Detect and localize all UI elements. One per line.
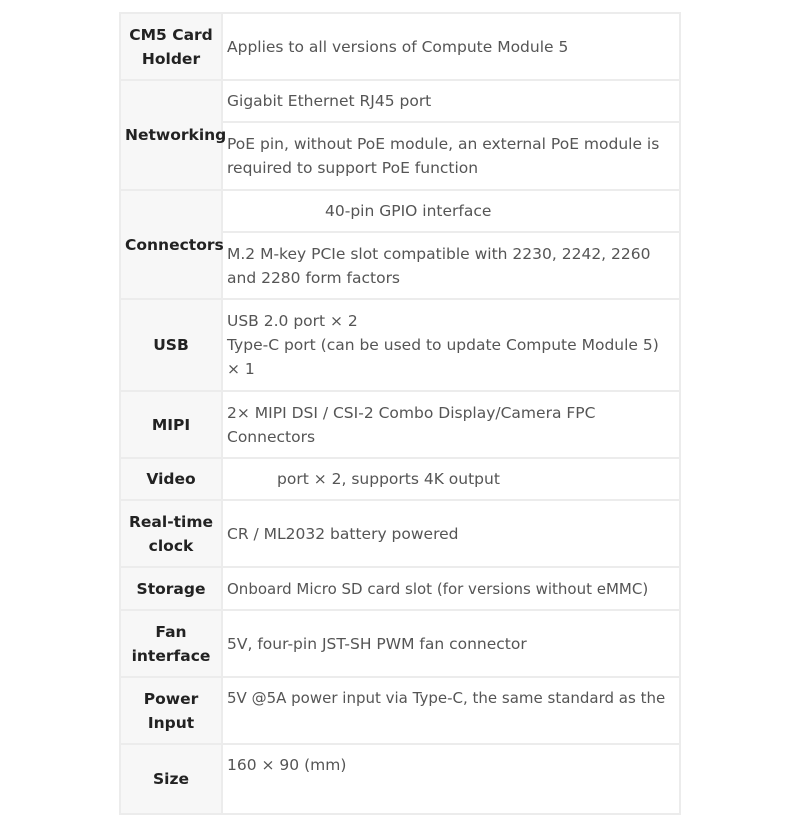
usb-line: USB 2.0 port × 2 xyxy=(227,312,358,330)
table-row xyxy=(120,567,680,610)
row-label: Real-time clock xyxy=(120,500,222,567)
table-row xyxy=(120,500,680,567)
row-value: 2× MIPI DSI / CSI-2 Combo Display/Camera FPC Connectors xyxy=(222,391,680,458)
table-row xyxy=(120,80,680,122)
spec-table xyxy=(119,12,681,815)
row-label: MIPI xyxy=(120,391,222,458)
row-value: M.2 M-key PCIe slot compatible with 2230, 2242, 2260 and 2280 form factors xyxy=(222,232,680,299)
usb-line: Type-C port (can be used to update Compute Module 5) × 1 xyxy=(227,336,659,378)
row-label: Connectors xyxy=(120,190,222,299)
row-value: 5V, four-pin JST-SH PWM fan connector xyxy=(222,610,680,677)
row-value: 40-pin GPIO interface xyxy=(222,190,680,232)
row-value: port × 2, supports 4K output xyxy=(222,458,680,500)
row-label: Fan interface xyxy=(120,610,222,677)
table-row xyxy=(120,744,680,814)
row-value: 160 × 90 (mm) xyxy=(222,744,680,814)
row-label: Storage xyxy=(120,567,222,610)
row-label: USB xyxy=(120,299,222,391)
row-value: PoE pin, without PoE module, an external PoE module is required to support PoE function xyxy=(222,122,680,190)
row-label: Video xyxy=(120,458,222,500)
table-row xyxy=(120,677,680,744)
row-label: Power Input xyxy=(120,677,222,744)
table-row xyxy=(120,190,680,232)
table-row xyxy=(120,610,680,677)
table-row xyxy=(120,458,680,500)
table-row xyxy=(120,299,680,391)
row-value: 5V @5A power input via Type-C, the same standard as the xyxy=(222,677,680,744)
row-value: CR / ML2032 battery powered xyxy=(222,500,680,567)
row-value: Applies to all versions of Compute Module 5 xyxy=(222,13,680,80)
table-row xyxy=(120,13,680,80)
row-value xyxy=(222,299,680,391)
row-label: Size xyxy=(120,744,222,814)
row-value: Gigabit Ethernet RJ45 port xyxy=(222,80,680,122)
row-label: CM5 Card Holder xyxy=(120,13,222,80)
row-value: Onboard Micro SD card slot (for versions without eMMC) xyxy=(222,567,680,610)
row-label: Networking xyxy=(120,80,222,190)
table-row xyxy=(120,391,680,458)
